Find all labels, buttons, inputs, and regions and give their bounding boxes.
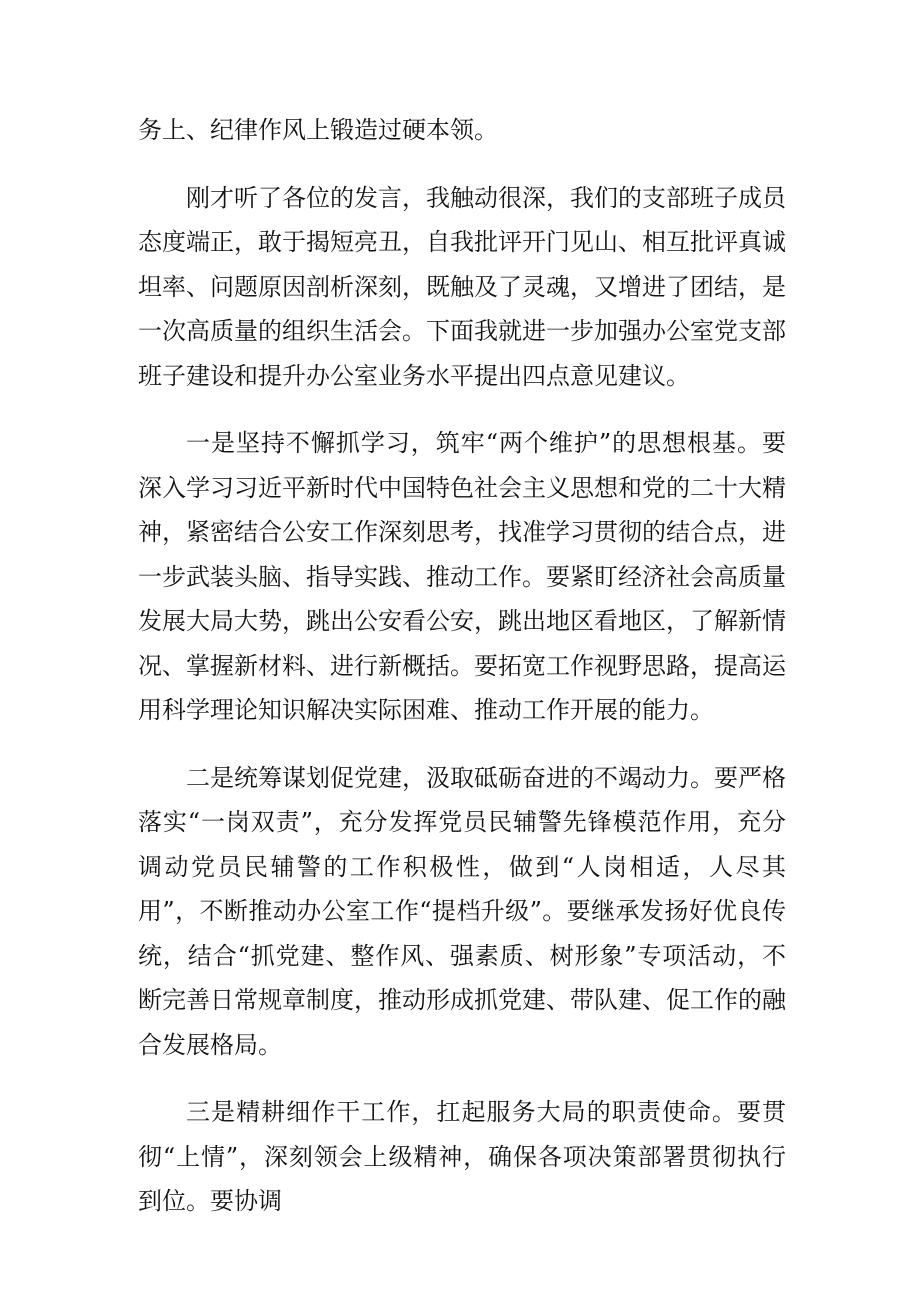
paragraph-point-two-party-building: 二是统筹谋划促党建，汲取砥砺奋进的不竭动力。要严格落实“一岗双责”，充分发挥党员民辅警先锋模范作用，充分调动党员民辅警的工作积极性，做到“人岗相适，人尽其用”，不断推动办公室工作“提档升级”。要继承发扬好优良传统，结合“抓党建、整作风、强素质、树形象”专项活动，不断完善日常规章制度，推动形成抓党建、带队建、促工作的融合发展格局。 xyxy=(138,763,786,1059)
paragraph-point-one-study: 一是坚持不懈抓学习，筑牢“两个维护”的思想根基。要深入学习习近平新时代中国特色社会主义思想和党的二十大精神，紧密结合公安工作深刻思考，找准学习贯彻的结合点，进一步武装头脑、指导实践、推动工作。要紧盯经济社会高质量发展大局大势，跳出公安看公安，跳出地区看地区，了解新情况、掌握新材料、进行新概括。要拓宽工作视野思路，提高运用科学理论知识解决实际困难、推动工作开展的能力。 xyxy=(138,429,786,724)
paragraph-continuation: 务上、纪律作风上锻造过硬本领。 xyxy=(138,116,498,144)
document-page xyxy=(138,108,786,1247)
paragraph-point-three-work: 三是精耕细作干工作，扛起服务大局的职责使命。要贯彻“上情”，深刻领会上级精神，确保各项决策部署贯彻执行到位。要协调 xyxy=(138,1098,786,1215)
paragraph-opening-remarks: 刚才听了各位的发言，我触动很深，我们的支部班子成员态度端正，敢于揭短亮丑，自我批评开门见山、相互批评真诚坦率、问题原因剖析深刻，既触及了灵魂，又增进了团结，是一次高质量的组织生活会。下面我就进一步加强办公室党支部班子建设和提升办公室业务水平提出四点意见建议。 xyxy=(138,183,786,390)
